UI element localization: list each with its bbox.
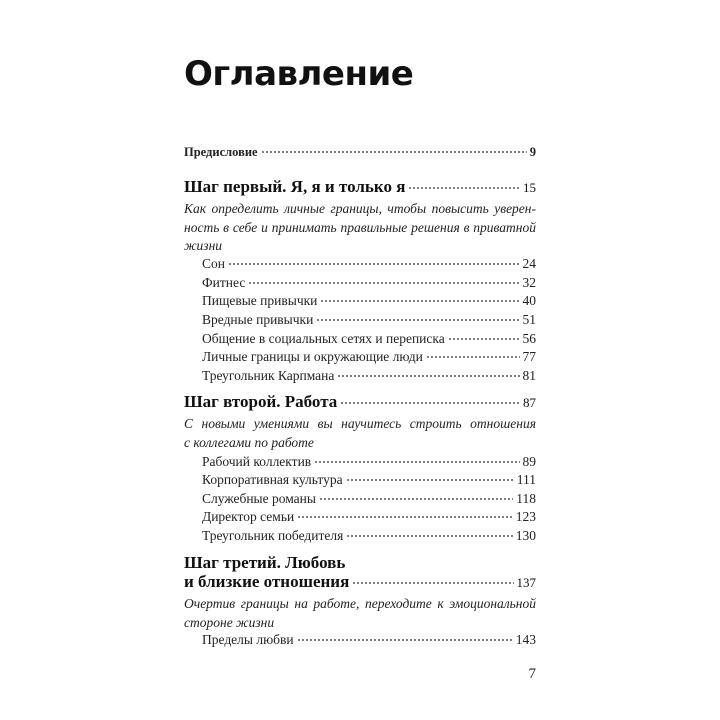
dot-leader (261, 151, 527, 153)
dot-leader (297, 639, 513, 641)
toc-entry-label: Корпоративная культура (202, 472, 343, 487)
toc-entry-page: 56 (522, 331, 536, 346)
toc-entry-label: Вредные привычки (202, 312, 314, 327)
dot-leader (316, 319, 519, 321)
toc-entry-label: Пищевые привычки (202, 293, 318, 308)
toc-entry-label: Предисловие (184, 145, 258, 159)
toc-entry[interactable] (202, 275, 536, 291)
toc-step-3[interactable] (184, 572, 536, 592)
dot-leader (408, 187, 520, 189)
toc-step-1-description (184, 200, 536, 256)
page-title: Оглавление (184, 54, 414, 94)
dot-leader (352, 582, 513, 584)
toc-entry-page: 143 (515, 632, 536, 647)
toc-entry-page: 40 (522, 293, 536, 308)
toc-entry-preface[interactable] (184, 145, 536, 160)
dot-leader (448, 338, 520, 340)
dot-leader (346, 535, 512, 537)
toc-entry-page: 51 (522, 312, 536, 327)
description-line: Как определить личные границы, чтобы повысить уверен- (184, 201, 536, 216)
dot-leader (320, 300, 519, 302)
toc-entry-page: 9 (529, 145, 536, 159)
toc-entry-page: 81 (522, 368, 536, 383)
toc-step-2[interactable] (184, 392, 536, 412)
toc-entry[interactable] (202, 509, 536, 525)
toc-entry-label: Общение в социальных сетях и переписка (202, 331, 445, 346)
dot-leader (228, 263, 520, 265)
toc-entry-label: Треугольник победителя (202, 528, 344, 543)
description-line: Очертив границы на работе, переходите к эмоциональной (184, 596, 536, 611)
toc-entry-label: Служебные романы (202, 491, 316, 506)
toc-step-3-title-line1[interactable]: Шаг третий. Любовь (184, 553, 346, 572)
toc-entry-page: 89 (522, 454, 536, 469)
toc-entry-page: 111 (516, 472, 536, 487)
page-number: 7 (528, 666, 536, 682)
toc-entry[interactable] (202, 256, 536, 272)
dot-leader (314, 461, 519, 463)
toc-entry-label: Треугольник Карпмана (202, 368, 335, 383)
toc-step-title: Шаг второй. Работа (184, 392, 338, 411)
dot-leader (319, 498, 513, 500)
toc-entry[interactable] (202, 368, 536, 384)
toc-entry-page: 118 (516, 491, 536, 506)
toc-step-page: 137 (516, 575, 536, 590)
toc-step-2-description (184, 415, 536, 452)
toc-entry-page: 24 (522, 256, 536, 271)
toc-entry-label: Личные границы и окружающие люди (202, 349, 423, 364)
dot-leader (426, 356, 520, 358)
toc-entry-label: Рабочий коллектив (202, 454, 312, 469)
toc-entry[interactable] (202, 454, 536, 470)
toc-entry[interactable] (202, 472, 536, 488)
toc-entry[interactable] (202, 312, 536, 328)
toc-entry[interactable] (202, 293, 536, 309)
description-line: с коллегами по работе (184, 434, 314, 450)
dot-leader (346, 479, 514, 481)
dot-leader (297, 516, 513, 518)
toc-entry[interactable] (202, 528, 536, 544)
description-line: стороне жизни (184, 614, 275, 630)
toc-entry-page: 77 (522, 349, 536, 364)
toc-entry-page: 123 (515, 509, 536, 524)
toc-entry[interactable] (202, 331, 536, 347)
toc-entry-label: Сон (202, 256, 225, 271)
description-line: С новыми умениями вы научитесь строить отношения (184, 416, 536, 431)
toc-entry-label: Директор семьи (202, 509, 295, 524)
dot-leader (248, 282, 519, 284)
toc-entry[interactable] (202, 632, 536, 648)
toc-entry-label: Фитнес (202, 275, 246, 290)
toc-step-page: 87 (523, 395, 536, 410)
dot-leader (337, 375, 519, 377)
toc-step-page: 15 (523, 180, 536, 195)
toc-entry-page: 32 (522, 275, 536, 290)
toc-step-title: и близкие отношения (184, 572, 350, 591)
description-line: ность в себе и принимать правильные решения в приватной (184, 219, 536, 235)
toc-entry-label: Пределы любви (202, 632, 294, 647)
toc-step-1[interactable] (184, 177, 536, 197)
description-line: жизни (184, 238, 223, 254)
toc-entry[interactable] (202, 491, 536, 507)
toc-entry-page: 130 (515, 528, 536, 543)
toc-step-title: Шаг первый. Я, я и только я (184, 177, 406, 196)
dot-leader (340, 402, 520, 404)
toc-entry[interactable] (202, 349, 536, 365)
toc-step-3-description (184, 595, 536, 632)
